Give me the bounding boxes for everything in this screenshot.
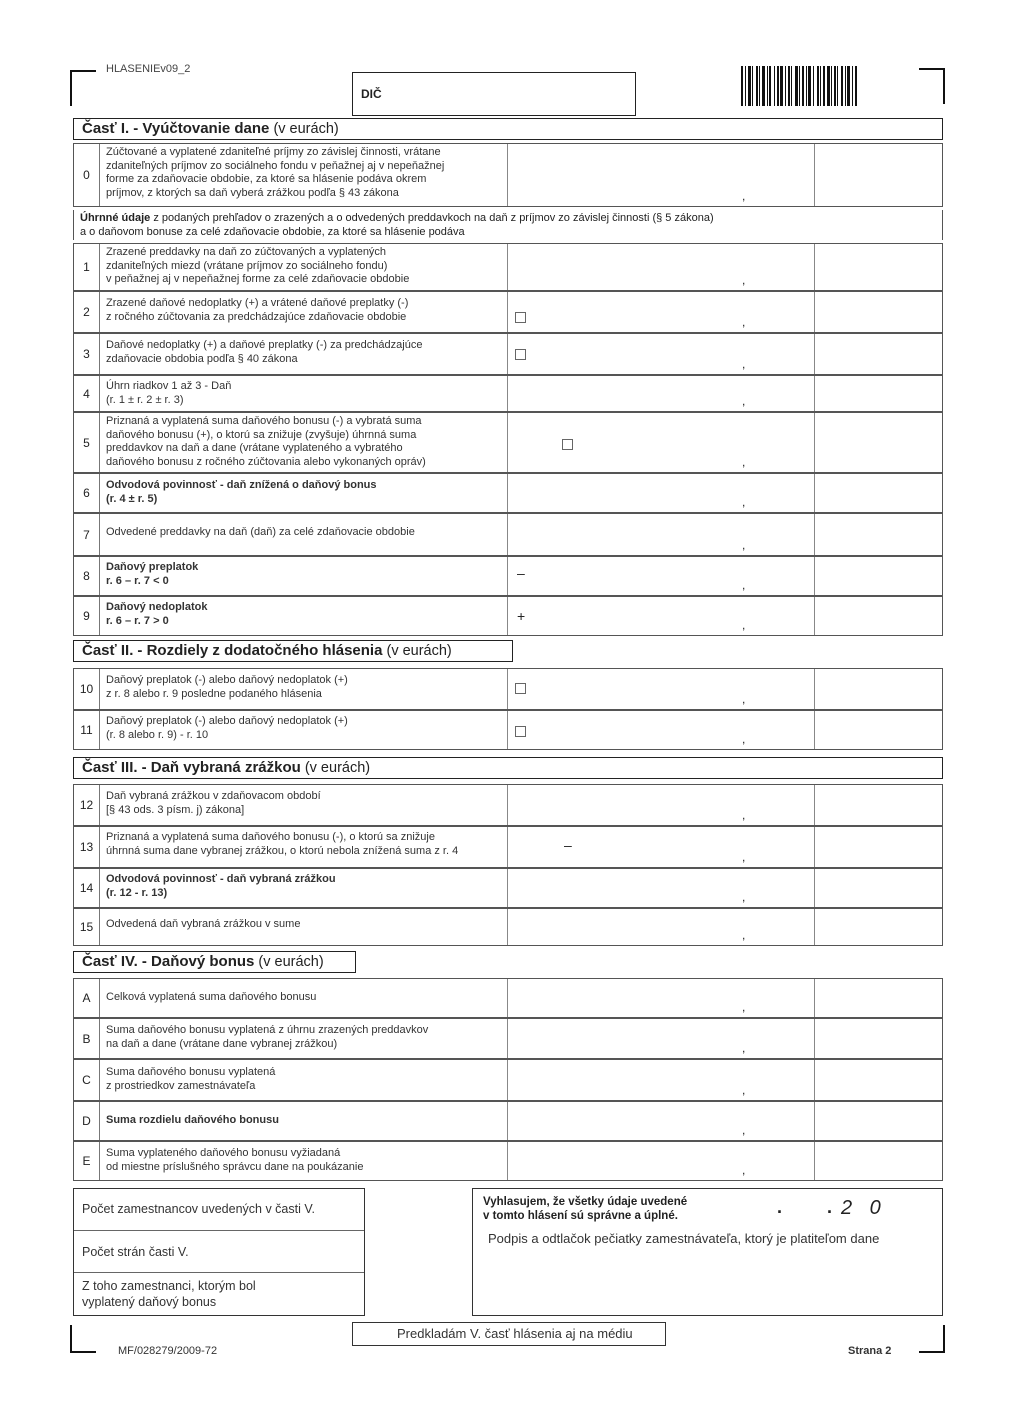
part2-title-rest: - Rozdiely z dodatočného hlásenia [137,642,383,659]
decimal-comma: , [742,928,746,942]
media-submission-label: Predkladám V. časť hlásenia aj na médiu [397,1326,633,1341]
part1-unit: (v eurách) [273,121,339,137]
row-label: Zrazené preddavky na daň zo zúčtovaných a vyplatených zdaniteľných miezd (vrátane príjmov zo sociálneho fondu) v peňažnej aj v nepeňažnej forme za celé zdaňovacie obdobie [106,246,410,285]
barcode [741,66,889,106]
decimal-comma: , [742,732,746,746]
page-number: Strana 2 [848,1345,892,1357]
part2-header [73,640,513,662]
row-14 [73,868,943,908]
row-number: B [74,1019,100,1058]
row-7 [73,513,943,556]
amount-field[interactable] [507,1102,814,1140]
signature-field[interactable] [473,1249,942,1315]
row-number: 15 [74,909,100,945]
cents-field[interactable] [814,1142,944,1180]
amount-field[interactable] [507,711,814,749]
row-number: 5 [74,413,100,472]
row-number: 9 [74,597,100,635]
amount-field[interactable] [507,292,814,332]
cents-field[interactable] [814,244,944,290]
row-number: 0 [74,144,100,206]
row-label: Odvodová povinnosť - daň vybraná zrážkou (r. 12 - r. 13) [106,873,336,899]
declaration-box [472,1188,943,1316]
summary-line2: a o daňovom bonuse za celé zdaňovacie obdobie, za ktoré sa hlásenie podáva [80,225,465,238]
cents-field[interactable] [814,597,944,635]
row-15 [73,908,943,946]
amount-field[interactable] [507,1142,814,1180]
decimal-comma: , [742,1041,746,1055]
decimal-comma: , [742,357,746,371]
date-year: 2 0 [841,1197,887,1219]
form-id: MF/028279/2009-72 [118,1345,218,1357]
amount-field[interactable] [507,1019,814,1058]
row-number: 11 [74,711,100,749]
row-number: C [74,1060,100,1100]
row-8 [73,556,943,596]
dic-label: DIČ [361,87,382,101]
corner-mark-bottom-right [943,1325,945,1353]
signature-label: Podpis a odtlačok pečiatky zamestnávateľa, ktorý je platiteľom dane [488,1231,880,1246]
decimal-comma: , [742,538,746,552]
row-number: 13 [74,827,100,867]
amount-field[interactable] [507,474,814,512]
corner-mark-top-right-h [919,68,945,70]
row-label: Úhrn riadkov 1 až 3 - Daň (r. 1 ± r. 2 ± r. 3) [106,380,232,406]
decimal-comma: , [742,890,746,904]
amount-field[interactable] [507,785,814,825]
declaration-text: Vyhlasujem, že všetky údaje uvedené v tomto hlásení sú správne a úplné. [483,1196,688,1222]
part4-header [73,951,356,973]
cents-field[interactable] [814,785,944,825]
row-number: 3 [74,334,100,374]
row-3 [73,333,943,375]
row-number: 1 [74,244,100,290]
cents-field[interactable] [814,144,944,206]
decimal-comma: , [742,1083,746,1097]
row-label: Daňový nedoplatok r. 6 – r. 7 > 0 [106,601,208,627]
decimal-comma: , [742,618,746,632]
part3-unit: (v eurách) [304,760,371,776]
row-B [73,1018,943,1059]
decimal-comma: , [742,850,746,864]
decimal-comma: , [742,692,746,706]
amount-field[interactable] [507,413,814,472]
corner-mark-bottom-left-h [70,1351,96,1353]
row-label: Daň vybraná zrážkou v zdaňovacom období [§ 43 ods. 3 písm. j) zákona] [106,790,321,816]
employees-count-field[interactable] [74,1189,364,1231]
amount-field[interactable] [507,979,814,1017]
amount-field[interactable] [507,1060,814,1100]
summary-bold: Úhrnné údaje [80,212,151,224]
amount-field[interactable] [507,827,814,867]
row-label: Zúčtované a vyplatené zdaniteľné príjmy zo závislej činnosti, vrátane zdaniteľných príjmov zo sociálneho fondu v peňažnej aj v nepeňažnej forme za zdaňovacie obdobie, za ktoré sa hlásenie podáva okrem príjmov, z ktorých sa daň vyberá zrážkou podľa § 43 zákona [106,146,445,199]
part3-header [73,757,943,779]
decimal-comma: , [742,1000,746,1014]
cents-field[interactable] [814,1102,944,1140]
row-label: Suma rozdielu daňového bonusu [106,1114,279,1126]
amount-field[interactable] [507,557,814,595]
corner-mark-bottom-left [70,1325,72,1353]
minus-sign: – [517,565,525,581]
date-dot-1: . [777,1197,783,1217]
row-number: 2 [74,292,100,332]
row-11 [73,710,943,750]
row-E [73,1141,943,1181]
summary-line1: z podaných prehľadov o zrazených a o odvedených preddavkoch na daň z príjmov zo závislej činnosti (§ 5 zákona) [150,212,714,224]
cents-field[interactable] [814,292,944,332]
cents-field[interactable] [814,711,944,749]
amount-field[interactable] [507,909,814,945]
counts-box [73,1188,365,1316]
cents-field[interactable] [814,1060,944,1100]
corner-mark-top-right [943,68,945,104]
row-number: 10 [74,669,100,709]
row-label: Zrazené daňové nedoplatky (+) a vrátené daňové preplatky (-) z ročného zúčtovania za predchádzajúce zdaňovacie obdobie [106,297,409,323]
cents-field[interactable] [814,514,944,555]
cents-field[interactable] [814,909,944,945]
amount-field[interactable] [507,144,814,206]
media-submission-checkbox[interactable] [352,1322,666,1346]
cents-field[interactable] [814,557,944,595]
row-label: Suma vyplateného daňového bonusu vyžiadaná od miestne príslušného správcu dane na poukázanie [106,1147,364,1173]
part3-title-rest: - Daň vybraná zrážkou [141,759,301,776]
row-number: A [74,979,100,1017]
part4-title-rest: - Daňový bonus [141,953,255,970]
amount-field[interactable] [507,669,814,709]
part2-unit: (v eurách) [386,643,452,659]
bonus-employees-label-1: Z toho zamestnanci, ktorým bol [82,1279,256,1293]
row-10 [73,668,943,710]
decimal-comma: , [742,495,746,509]
row-label: Daňový preplatok r. 6 – r. 7 < 0 [106,561,199,587]
cents-field[interactable] [814,669,944,709]
row-label: Daňové nedoplatky (+) a daňové preplatky (-) za predchádzajúce zdaňovacie obdobia podľa § 40 zákona [106,339,423,365]
row-label: Celková vyplatená suma daňového bonusu [106,991,317,1003]
corner-mark-top-left-h [70,70,96,72]
cents-field[interactable] [814,334,944,374]
row-label: Priznaná a vyplatená suma daňového bonusu (-) a vybratá suma daňového bonusu (+), o ktorú sa znižuje (zvyšuje) úhrnná suma preddavkov na daň a dane (vrátane vyplateného a vybratého daňového bonusu z ročného zúčtovania alebo vykonaných opráv) [106,415,426,468]
decimal-comma: , [742,394,746,408]
pages-count-field[interactable] [74,1231,364,1273]
date-dot-2: . [827,1197,833,1217]
part2-title: Časť II. [82,642,134,659]
cents-field[interactable] [814,413,944,472]
decimal-comma: , [742,273,746,287]
pages-count-label: Počet strán časti V. [82,1245,189,1259]
row-number: E [74,1142,100,1180]
corner-mark-top-left [70,70,72,106]
row-label: Odvodová povinnosť - daň znížená o daňový bonus (r. 4 ± r. 5) [106,479,377,505]
row-number: 6 [74,474,100,512]
row-label: Daňový preplatok (-) alebo daňový nedoplatok (+) (r. 8 alebo r. 9) - r. 10 [106,715,348,741]
amount-field[interactable] [507,244,814,290]
cents-field[interactable] [814,869,944,907]
bonus-employees-field[interactable] [74,1273,364,1315]
row-2 [73,291,943,333]
row-label: Suma daňového bonusu vyplatená z prostriedkov zamestnávateľa [106,1066,276,1092]
row-number: 7 [74,514,100,555]
decimal-comma: , [742,578,746,592]
part4-title: Časť IV. [82,953,138,970]
part1-header [73,118,943,140]
part1-title: Časť I. [82,120,130,137]
row-9 [73,596,943,636]
cents-field[interactable] [814,979,944,1017]
date-field[interactable] [763,1193,939,1223]
amount-field[interactable] [507,376,814,411]
row-5 [73,412,943,473]
row-12 [73,784,943,826]
decimal-comma: , [742,189,746,203]
row-number: D [74,1102,100,1140]
row-number: 8 [74,557,100,595]
corner-mark-bottom-right-h [919,1351,945,1353]
decimal-comma: , [742,315,746,329]
row-number: 14 [74,869,100,907]
row-label: Odvedená daň vybraná zrážkou v sume [106,918,301,930]
decimal-comma: , [742,1163,746,1177]
summary-note [73,210,943,240]
employees-count-label: Počet zamestnancov uvedených v časti V. [82,1202,316,1216]
document-code: HLASENIEv09_2 [106,63,191,75]
row-1 [73,243,943,291]
part4-unit: (v eurách) [258,954,324,970]
row-C [73,1059,943,1101]
cents-field[interactable] [814,1019,944,1058]
row-6 [73,473,943,513]
bonus-employees-label-2: vyplatený daňový bonus [82,1295,217,1309]
row-number: 4 [74,376,100,411]
dic-field[interactable] [352,72,636,116]
decimal-comma: , [742,808,746,822]
row-number: 12 [74,785,100,825]
row-4 [73,375,943,412]
decimal-comma: , [742,455,746,469]
minus-sign: – [564,837,572,853]
amount-field[interactable] [507,869,814,907]
part3-title: Časť III. [82,759,138,776]
row-label: Priznaná a vyplatená suma daňového bonusu (-), o ktorú sa znižuje úhrnná suma dane vybranej zrážkou, o ktorú nebola znížená suma z r. 4 [106,831,459,857]
part1-title-rest: - Vyúčtovanie dane [133,120,270,137]
row-A [73,978,943,1018]
cents-field[interactable] [814,474,944,512]
row-13 [73,826,943,868]
plus-sign: + [517,608,526,624]
row-label: Odvedené preddavky na daň (daň) za celé zdaňovacie obdobie [106,526,415,538]
row-label: Suma daňového bonusu vyplatená z úhrnu zrazených preddavkov na daň a dane (vrátane dane vybranej zrážkou) [106,1024,429,1050]
row-label: Daňový preplatok (-) alebo daňový nedoplatok (+) z r. 8 alebo r. 9 posledne podaného hlásenia [106,674,348,700]
cents-field[interactable] [814,376,944,411]
cents-field[interactable] [814,827,944,867]
amount-field[interactable] [507,334,814,374]
amount-field[interactable] [507,514,814,555]
row-0 [73,143,943,207]
amount-field[interactable] [507,597,814,635]
decimal-comma: , [742,1123,746,1137]
row-D [73,1101,943,1141]
